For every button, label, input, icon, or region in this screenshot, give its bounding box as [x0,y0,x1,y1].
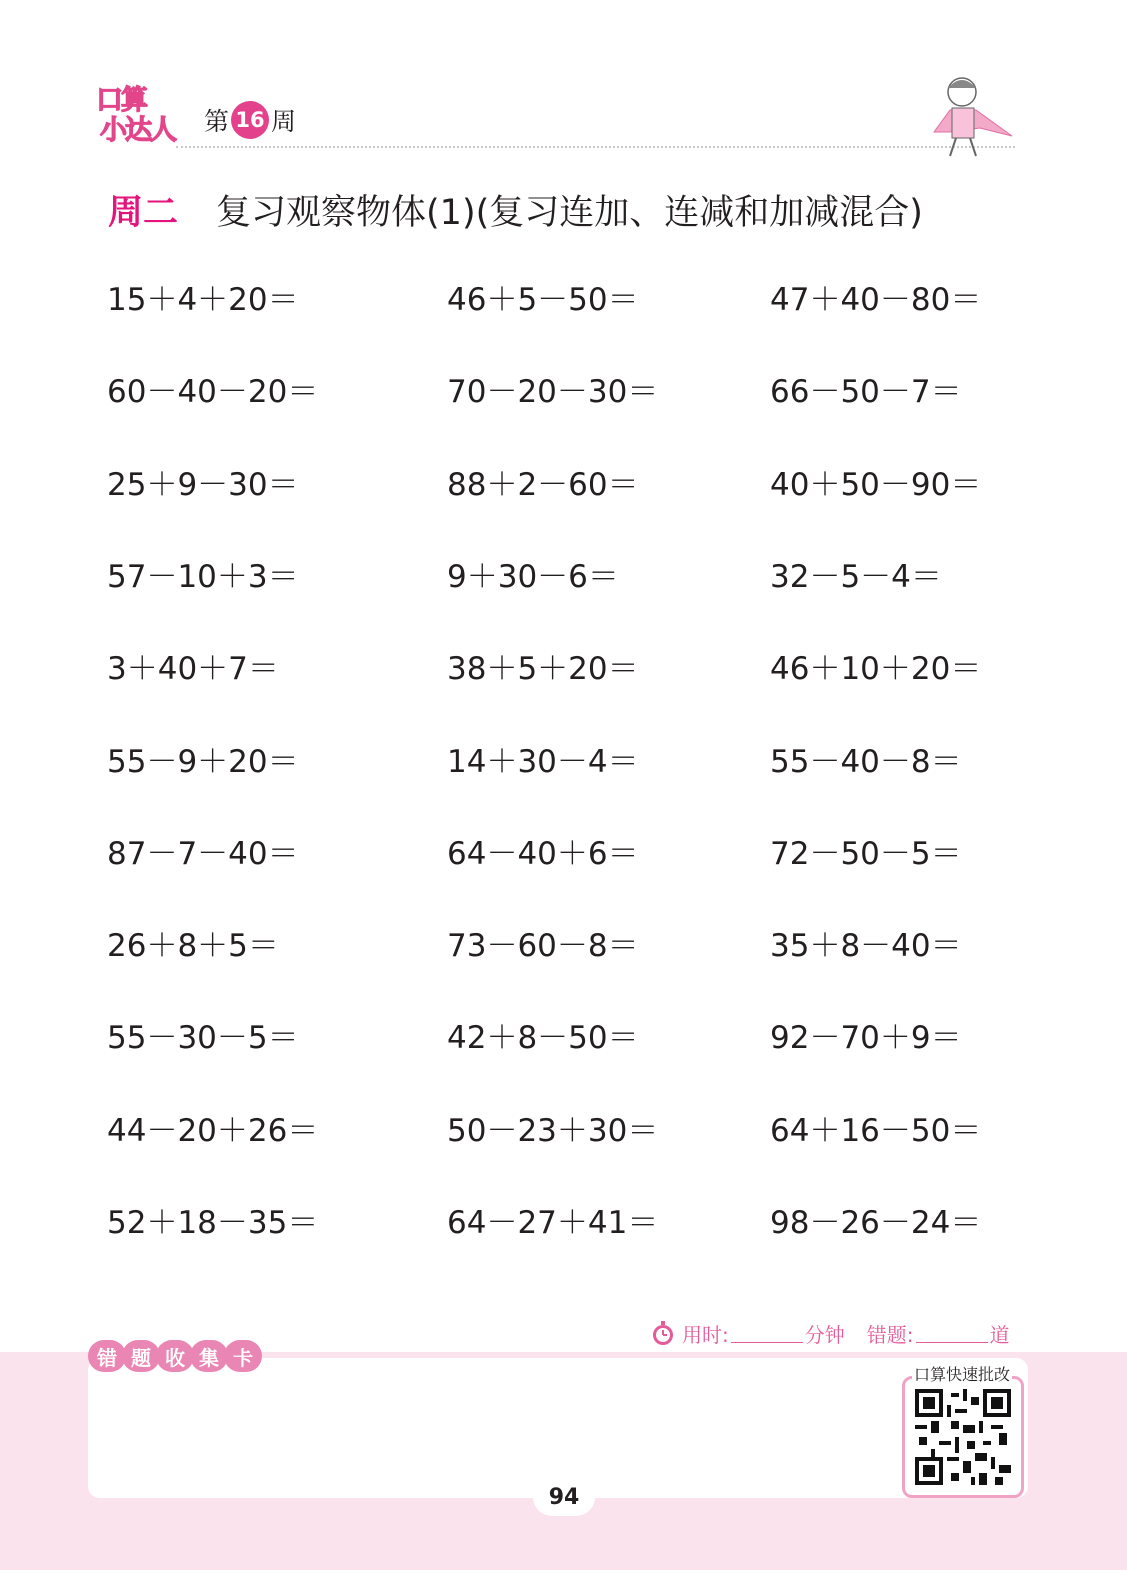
math-problem: 44－20＋26＝ [107,1113,319,1149]
math-problem: 88＋2－60＝ [447,467,639,503]
math-problem: 46＋5－50＝ [447,282,639,318]
math-problem: 35＋8－40＝ [770,928,962,964]
math-problem: 98－26－24＝ [770,1205,982,1241]
logo-line2: 小达人 [100,115,175,146]
math-problem: 25＋9－30＝ [107,467,299,503]
time-blank[interactable] [731,1324,803,1343]
math-problem: 32－5－4＝ [770,559,942,595]
math-problem: 55－9＋20＝ [107,744,299,780]
math-problem: 64－40＋6＝ [447,836,639,872]
math-problem: 40＋50－90＝ [770,467,982,503]
card-title-char: 卡 [224,1340,262,1372]
math-problem: 57－10＋3＝ [107,559,299,595]
card-title-char: 错 [88,1340,126,1372]
math-problem: 9＋30－6＝ [447,559,619,595]
math-problem: 47＋40－80＝ [770,282,982,318]
qr-caption: 口算快速批改 [912,1362,1012,1385]
math-problem: 3＋40＋7＝ [107,651,279,687]
errors-label: 错题: [866,1322,914,1347]
math-problem: 66－50－7＝ [770,374,962,410]
card-title-char: 收 [156,1340,194,1372]
error-card-title [88,1340,258,1372]
time-unit: 分钟 [804,1322,845,1347]
math-problem: 15＋4＋20＝ [107,282,299,318]
math-problem: 55－40－8＝ [770,744,962,780]
math-problem: 38＋5＋20＝ [447,651,639,687]
math-problem: 52＋18－35＝ [107,1205,319,1241]
timer-row [650,1317,1010,1349]
math-problem: 64＋16－50＝ [770,1113,982,1149]
week-number-badge: 16 [231,101,269,139]
stopwatch-icon [650,1320,676,1346]
logo-line1: 口算 [96,85,146,116]
math-problem: 14＋30－4＝ [447,744,639,780]
day-label: 周二 [108,193,179,233]
math-problem: 87－7－40＝ [107,836,299,872]
math-problem: 72－50－5＝ [770,836,962,872]
error-collection-card [88,1358,1028,1498]
week-prefix: 第 [204,107,230,136]
math-problem: 46＋10＋20＝ [770,651,982,687]
qr-code-icon [915,1389,1011,1485]
math-problem: 26＋8＋5＝ [107,928,279,964]
errors-blank[interactable] [916,1324,988,1343]
week-suffix: 周 [271,107,297,136]
math-problem: 60－40－20＝ [107,374,319,410]
math-problem: 64－27＋41＝ [447,1205,659,1241]
errors-unit: 道 [989,1322,1010,1347]
qr-code-box[interactable] [902,1376,1024,1498]
math-problem: 73－60－8＝ [447,928,639,964]
page-number: 94 [533,1478,595,1516]
card-title-char: 集 [190,1340,228,1372]
math-problem: 92－70＋9＝ [770,1020,962,1056]
math-problem: 42＋8－50＝ [447,1020,639,1056]
math-problem: 70－20－30＝ [447,374,659,410]
math-problem: 55－30－5＝ [107,1020,299,1056]
math-problem: 50－23＋30＝ [447,1113,659,1149]
topic-label: 复习观察物体(1)(复习连加、连减和加减混合) [216,193,923,233]
time-label: 用时: [682,1322,729,1347]
card-title-char: 题 [122,1340,160,1372]
